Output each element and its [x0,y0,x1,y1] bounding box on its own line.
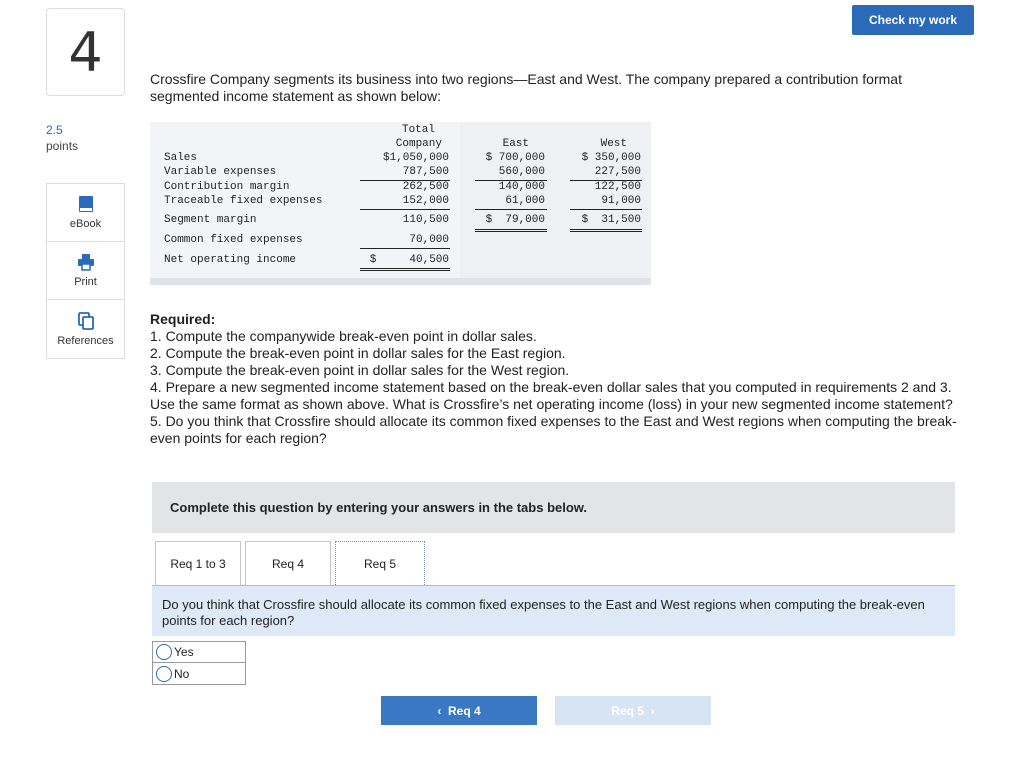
chevron-right-icon: › [650,703,655,718]
answer-options [152,641,246,685]
statement-row: Net operating income $ 40,500 [164,254,449,266]
points-value: 2.5 [46,123,63,137]
required-item: 2. Compute the break-even point in dollar sales for the East region. [150,345,566,361]
references-button[interactable] [47,300,124,358]
chevron-left-icon: ‹ [437,703,442,718]
header-west: West [600,138,627,150]
required-item: 4. Prepare a new segmented income statement based on the break-even dollar sales that you computed in requirements 2 and 3. Use the same format as shown above. What is Crossfire’s net operating income (loss) in your new segmented income statement? [150,379,953,412]
active-question: Do you think that Crossfire should allocate its common fixed expenses to the East and West regions when computing the break-even points for each region? [152,586,955,636]
required-item: 5. Do you think that Crossfire should allocate its common fixed expenses to the East and West regions when computing the break-even points for each region? [150,413,957,446]
printer-icon [77,253,95,271]
ebook-label: eBook [69,218,102,230]
option-yes-label: Yes [174,645,194,659]
tab-req-4[interactable]: Req 4 [245,541,331,585]
option-no[interactable] [153,663,245,684]
statement-row: Variable expenses 787,500 560,000 227,500 [164,166,641,178]
ebook-button[interactable] [47,184,124,242]
income-statement [150,122,651,285]
references-label: References [57,334,114,347]
next-req-button[interactable]: Req 5 › [555,696,711,725]
statement-row: Sales $1,050,000 $ 700,000 $ 350,000 [164,152,641,164]
tab-req-5[interactable]: Req 5 [335,541,425,585]
header-total-2: Company [395,138,442,150]
problem-intro: Crossfire Company segments its business into two regions—East and West. The company prepared a contribution format segmented income statement as shown below: [150,71,902,104]
option-no-label: No [174,666,190,681]
check-my-work-button[interactable]: Check my work [852,5,974,35]
points-info [46,122,78,154]
print-label: Print [74,276,97,288]
statement-row: Contribution margin 262,500 140,000 122,500 [164,181,641,193]
header-total-1: Total [401,124,435,136]
requirements [150,311,970,447]
required-item: 3. Compute the break-even point in dollar sales for the West region. [150,362,570,378]
required-title: Required: [150,311,216,327]
radio-yes[interactable] [156,644,172,660]
tools-panel [46,183,125,359]
copy-icon [77,312,95,330]
radio-no[interactable] [156,666,172,682]
header-east: East [502,138,529,150]
question-number: 4 [46,8,125,96]
statement-row: Traceable fixed expenses 152,000 61,000 91,000 [164,195,641,207]
statement-row: Segment margin 110,500 $ 79,000 $ 31,500 [164,214,641,226]
required-item: 1. Compute the companywide break-even point in dollar sales. [150,328,537,344]
prev-req-button[interactable]: ‹ Req 4 [381,696,537,725]
book-icon [77,195,95,213]
complete-instructions: Complete this question by entering your answers in the tabs below. [152,482,955,533]
tab-req-1-to-3[interactable]: Req 1 to 3 [155,541,241,585]
print-button[interactable] [47,242,124,300]
statement-row: Common fixed expenses 70,000 [164,234,449,246]
option-yes[interactable] [153,642,245,663]
points-label: points [46,139,79,153]
